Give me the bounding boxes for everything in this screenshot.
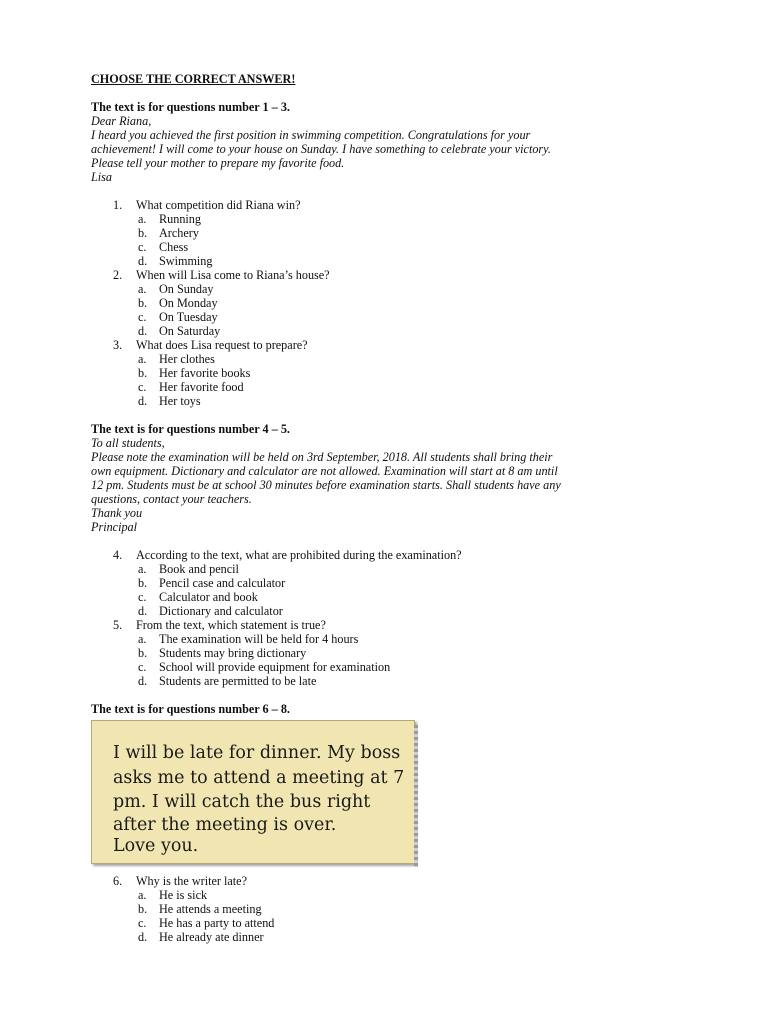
option-text: Students may bring dictionary: [159, 646, 307, 660]
question-text: When will Lisa come to Riana’s house?: [136, 268, 330, 282]
answer-option: [91, 902, 691, 916]
note-line: asks me to attend a meeting at 7: [113, 768, 405, 788]
answer-option: [91, 324, 691, 338]
question: [91, 618, 691, 632]
question: [91, 548, 691, 562]
question-number: 6.: [113, 874, 123, 888]
option-text: School will provide equipment for examination: [159, 660, 391, 674]
section-2-title: The text is for questions number 4 – 5.: [91, 422, 290, 436]
section-3-title: The text is for questions number 6 – 8.: [91, 702, 290, 716]
answer-option: [91, 352, 691, 366]
option-letter: a.: [138, 888, 147, 902]
worksheet-heading: CHOOSE THE CORRECT ANSWER!: [91, 72, 296, 86]
letter-line: Lisa: [91, 170, 113, 184]
letter-line: questions, contact your teachers.: [91, 492, 252, 506]
option-text: Archery: [159, 226, 199, 240]
answer-option: [91, 632, 691, 646]
letter-line: To all students,: [91, 436, 165, 450]
note-line: I will be late for dinner. My boss: [113, 743, 401, 763]
option-text: Her toys: [159, 394, 201, 408]
question: [91, 338, 691, 352]
option-letter: c.: [138, 660, 147, 674]
answer-option: [91, 562, 691, 576]
option-text: Dictionary and calculator: [159, 604, 283, 618]
note-line: Love you.: [113, 836, 199, 856]
option-letter: d.: [138, 394, 148, 408]
option-text: Her favorite food: [159, 380, 244, 394]
answer-option: [91, 660, 691, 674]
option-letter: b.: [138, 226, 148, 240]
letter-line: own equipment. Dictionary and calculator are not allowed. Examination will start at 8 am until: [91, 464, 558, 478]
letter-line: achievement! I will come to your house on Sunday. I have something to celebrate your victory.: [91, 142, 551, 156]
option-text: Her clothes: [159, 352, 215, 366]
answer-option: [91, 310, 691, 324]
answer-option: [91, 212, 691, 226]
question: [91, 874, 691, 888]
answer-option: [91, 604, 691, 618]
question: [91, 198, 691, 212]
option-text: On Saturday: [159, 324, 221, 338]
answer-option: [91, 226, 691, 240]
option-text: Students are permitted to be late: [159, 674, 317, 688]
question-number: 3.: [113, 338, 123, 352]
answer-option: [91, 888, 691, 902]
answer-option: [91, 394, 691, 408]
option-text: He has a party to attend: [159, 916, 275, 930]
option-text: Swimming: [159, 254, 213, 268]
option-text: Pencil case and calculator: [159, 576, 286, 590]
section-1-questions: [91, 198, 691, 408]
option-text: Her favorite books: [159, 366, 251, 380]
option-letter: a.: [138, 282, 147, 296]
answer-option: [91, 366, 691, 380]
letter-line: Please note the examination will be held on 3rd September, 2018. All students shall bring their: [91, 450, 553, 464]
question-text: Why is the writer late?: [136, 874, 247, 888]
option-text: Book and pencil: [159, 562, 239, 576]
option-letter: d.: [138, 674, 148, 688]
option-letter: b.: [138, 366, 148, 380]
answer-option: [91, 916, 691, 930]
answer-option: [91, 296, 691, 310]
answer-option: [91, 576, 691, 590]
question-text: According to the text, what are prohibited during the examination?: [136, 548, 462, 562]
option-letter: a.: [138, 212, 147, 226]
option-letter: c.: [138, 380, 147, 394]
answer-option: [91, 590, 691, 604]
section-3-questions: [91, 874, 691, 944]
option-text: Calculator and book: [159, 590, 258, 604]
option-letter: d.: [138, 254, 148, 268]
option-letter: a.: [138, 352, 147, 366]
option-letter: a.: [138, 632, 147, 646]
letter-line: 12 pm. Students must be at school 30 minutes before examination starts. Shall students have any: [91, 478, 561, 492]
question-text: What does Lisa request to prepare?: [136, 338, 308, 352]
option-letter: b.: [138, 646, 148, 660]
option-text: The examination will be held for 4 hours: [159, 632, 359, 646]
letter-line: I heard you achieved the first position in swimming competition. Congratulations for your: [91, 128, 531, 142]
note-card-image: [91, 720, 415, 864]
section-1-letter: [91, 114, 691, 184]
option-letter: d.: [138, 604, 148, 618]
answer-option: [91, 380, 691, 394]
option-text: He is sick: [159, 888, 208, 902]
option-letter: d.: [138, 930, 148, 944]
note-line: pm. I will catch the bus right: [113, 792, 371, 812]
option-letter: c.: [138, 916, 147, 930]
question-text: From the text, which statement is true?: [136, 618, 326, 632]
question-number: 4.: [113, 548, 123, 562]
question-number: 2.: [113, 268, 123, 282]
option-letter: b.: [138, 902, 148, 916]
answer-option: [91, 930, 691, 944]
section-1-title: The text is for questions number 1 – 3.: [91, 100, 290, 114]
option-letter: c.: [138, 590, 147, 604]
letter-line: Principal: [91, 520, 138, 534]
option-letter: c.: [138, 310, 147, 324]
question-number: 5.: [113, 618, 123, 632]
answer-option: [91, 254, 691, 268]
option-letter: a.: [138, 562, 147, 576]
letter-line: Dear Riana,: [91, 114, 152, 128]
question-number: 1.: [113, 198, 123, 212]
option-text: Running: [159, 212, 201, 226]
option-text: On Monday: [159, 296, 218, 310]
option-text: He attends a meeting: [159, 902, 262, 916]
question-text: What competition did Riana win?: [136, 198, 301, 212]
question: [91, 268, 691, 282]
option-text: He already ate dinner: [159, 930, 264, 944]
answer-option: [91, 674, 691, 688]
answer-option: [91, 282, 691, 296]
section-2-questions: [91, 548, 691, 688]
option-letter: b.: [138, 296, 148, 310]
note-line: after the meeting is over.: [113, 815, 337, 835]
letter-line: Thank you: [91, 506, 143, 520]
answer-option: [91, 646, 691, 660]
option-text: On Tuesday: [159, 310, 218, 324]
option-letter: d.: [138, 324, 148, 338]
option-letter: c.: [138, 240, 147, 254]
answer-option: [91, 240, 691, 254]
option-text: Chess: [159, 240, 189, 254]
letter-line: Please tell your mother to prepare my favorite food.: [91, 156, 345, 170]
option-text: On Sunday: [159, 282, 214, 296]
option-letter: b.: [138, 576, 148, 590]
section-2-letter: [91, 436, 691, 534]
worksheet: [91, 72, 691, 944]
